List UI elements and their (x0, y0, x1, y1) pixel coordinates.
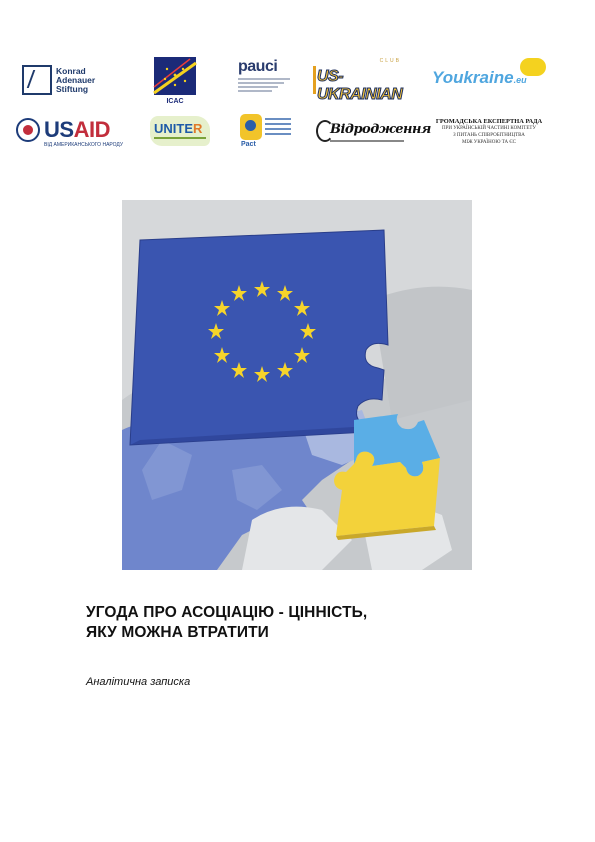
vidrodzhennia-wordmark: Відродження (330, 122, 431, 137)
youkraine-logo (430, 58, 548, 96)
usaid-seal-icon (16, 118, 40, 142)
hromadska-ekspertna-rada-logo: ГРОМАДСЬКА ЕКСПЕРТНА РАДА ПРИ УКРАЇНСЬКІЙ ЧАСТИНІ КОМІТЕТУ З ПИТАНЬ СПІВРОБІТНИЦТВА МІЖ УКРАЇНОЮ ТА ЄС (428, 118, 550, 152)
pact-label: Pact (241, 141, 256, 148)
kas-wordmark: Konrad Adenauer Stiftung (56, 65, 96, 94)
us-ukrainian-club-logo (313, 58, 405, 103)
uskr-club-label: CLUB (379, 58, 401, 64)
usaid-tagline: ВІД АМЕРИКАНСЬКОГО НАРОДУ (44, 142, 124, 148)
pact-emblem-icon (240, 114, 262, 140)
icac-emblem-icon (150, 55, 200, 105)
icac-label: ICAC (166, 98, 184, 105)
uniter-wordmark: UNITER (154, 121, 203, 136)
konrad-adenauer-stiftung-logo (22, 62, 120, 98)
pauci-lines (238, 78, 290, 92)
vidrodzhennia-logo (316, 116, 431, 150)
uskr-main-label: US-UKRAINIAN (317, 68, 403, 103)
grada-title: ГРОМАДСЬКА ЕКСПЕРТНА РАДА (435, 118, 543, 125)
uniter-logo (150, 116, 212, 148)
icac-logo (150, 55, 200, 105)
pauci-label: pauci (238, 58, 278, 75)
title-line-1: УГОДА ПРО АСОЦІАЦІЮ - ЦІННІСТЬ, (86, 604, 368, 621)
usaid-wordmark: USAID (44, 117, 110, 142)
eu-ukraine-puzzle-map (122, 200, 472, 570)
cover-illustration (122, 200, 472, 570)
pauci-logo (238, 58, 290, 100)
usaid-logo (16, 116, 131, 150)
kas-emblem-icon (22, 65, 52, 95)
document-subtitle: Аналітична записка (86, 676, 191, 688)
title-line-2: ЯКУ МОЖНА ВТРАТИТИ (86, 624, 269, 641)
pact-logo (240, 114, 296, 152)
youkraine-badge-icon (520, 58, 546, 76)
document-title (86, 603, 506, 643)
youkraine-wordmark: Youkraine.eu (432, 68, 527, 87)
